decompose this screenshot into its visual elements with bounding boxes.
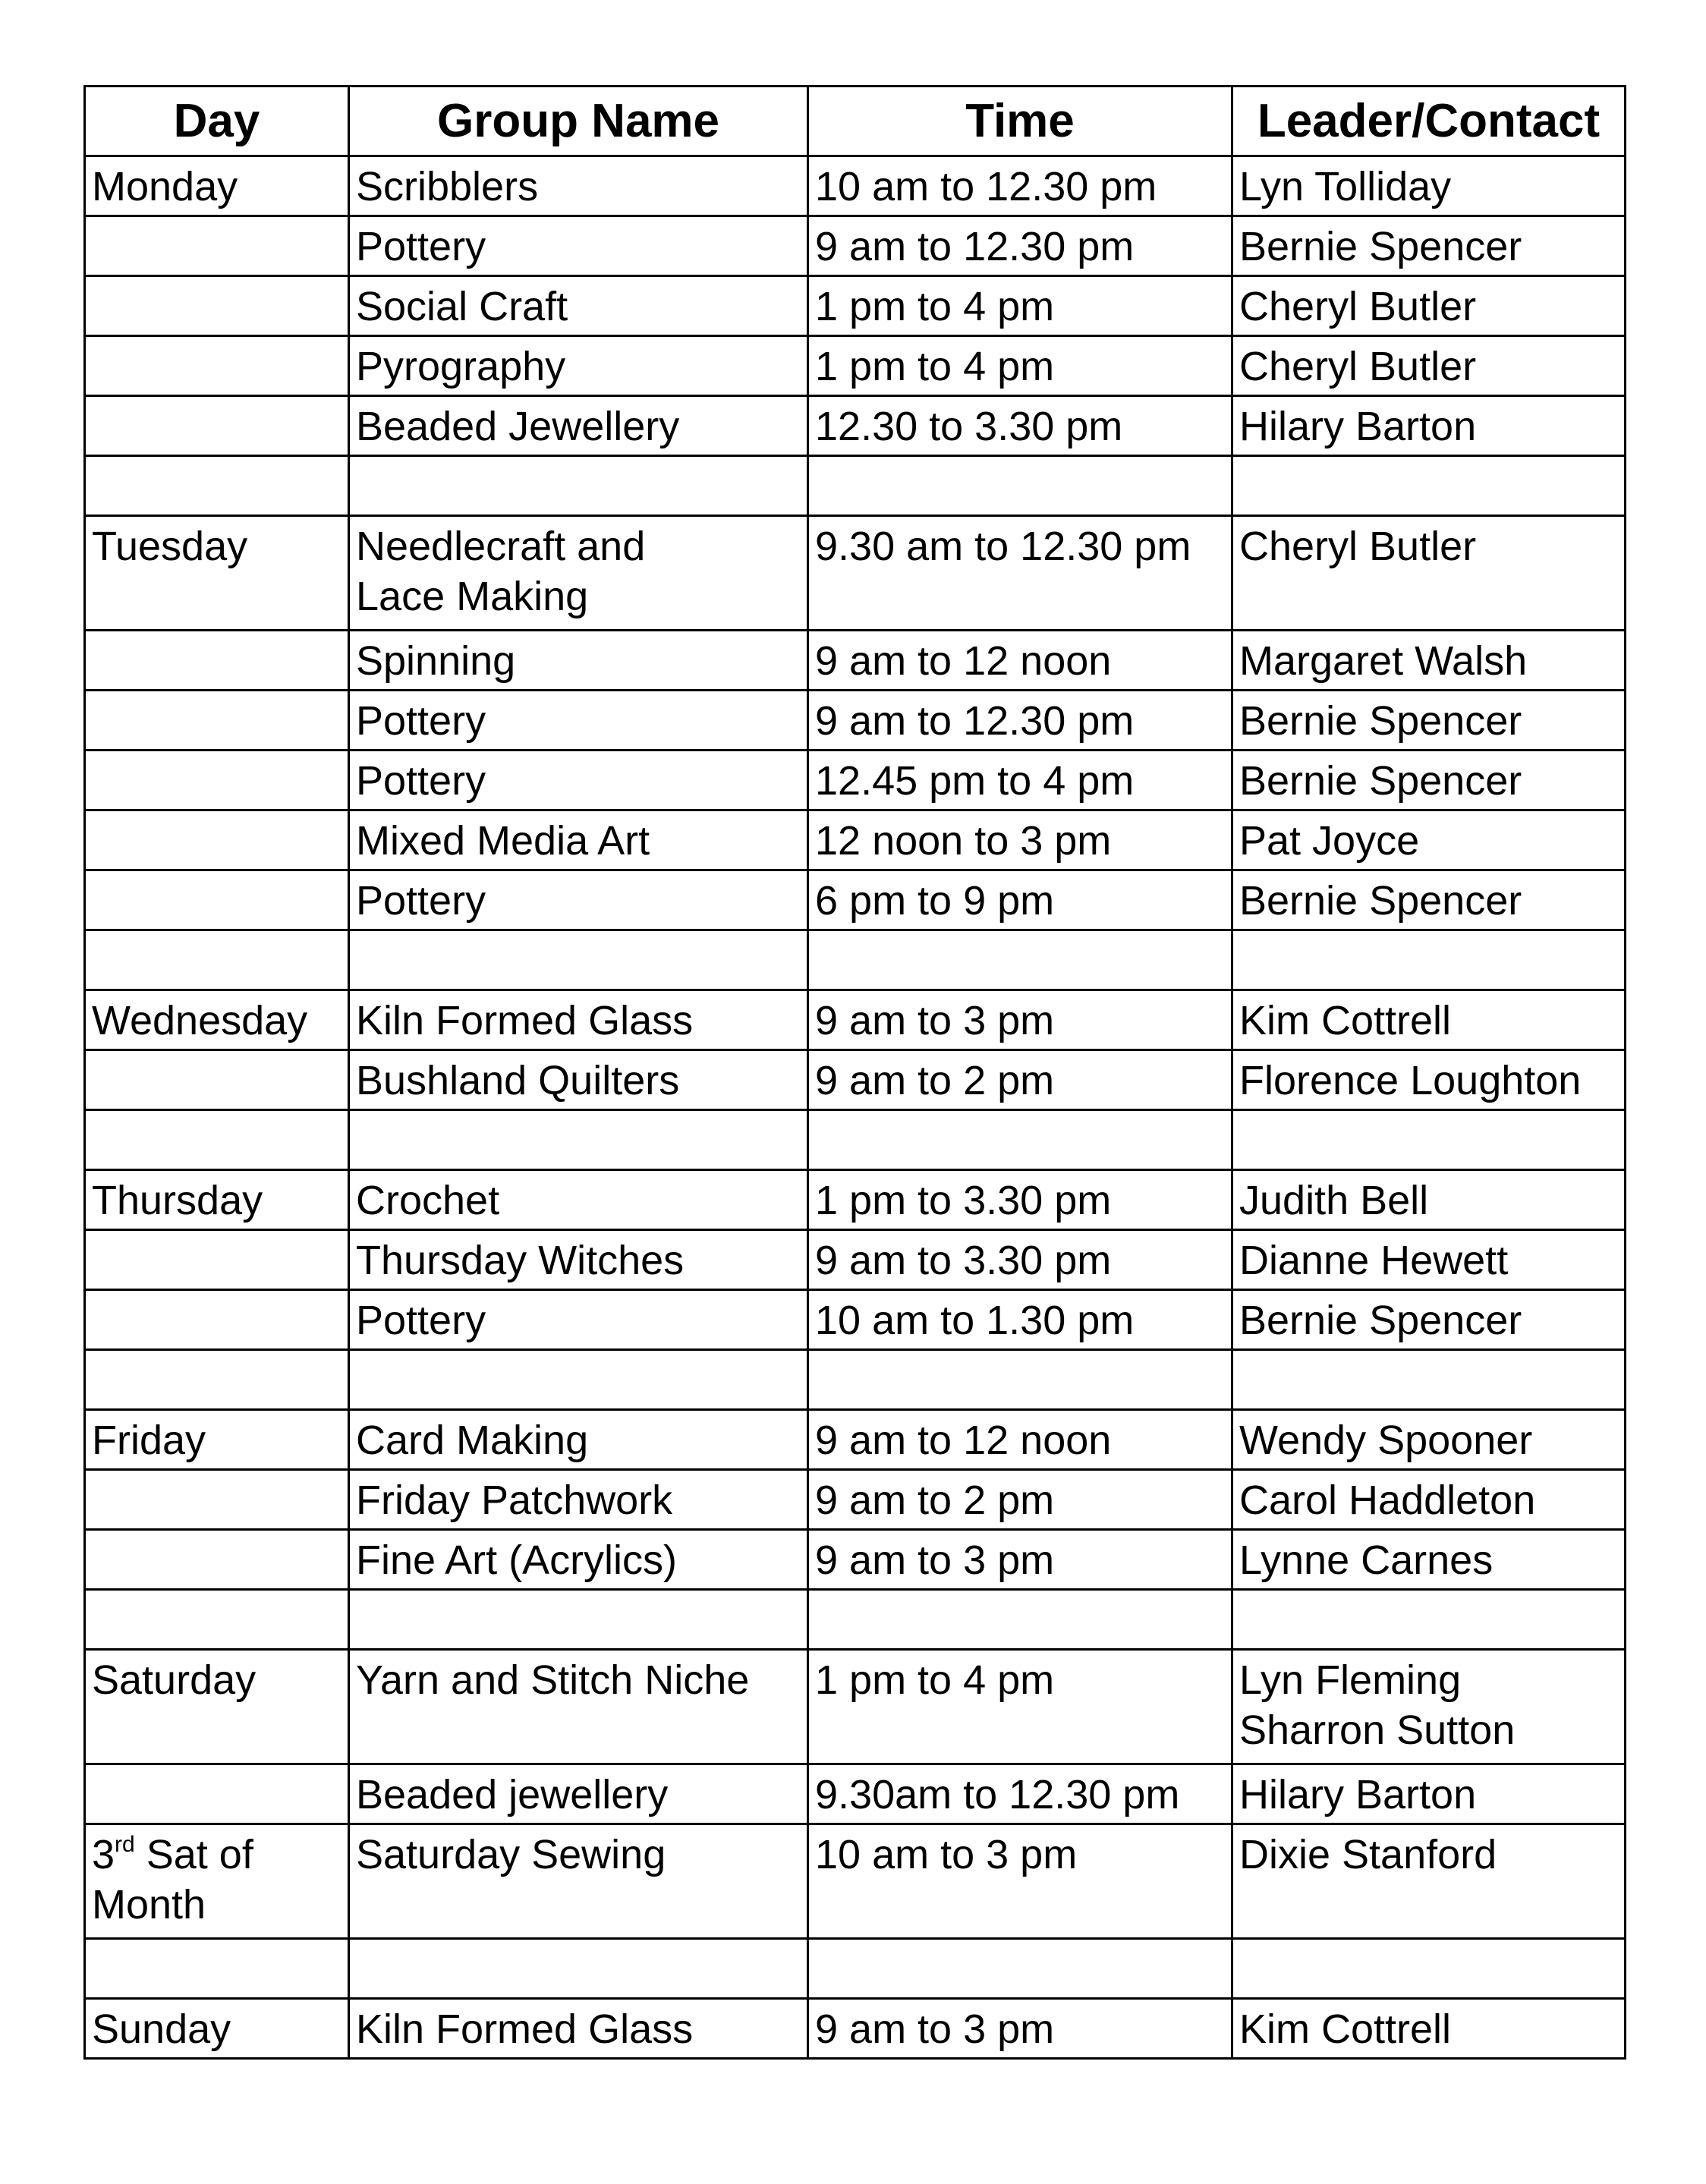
day-cell xyxy=(85,396,349,456)
group-cell xyxy=(349,1110,808,1170)
leader-cell xyxy=(1232,1939,1626,1999)
time-cell: 10 am to 12.30 pm xyxy=(808,156,1232,216)
day-cell xyxy=(85,1939,349,1999)
table-row xyxy=(85,1290,1626,1350)
leader-cell: Bernie Spencer xyxy=(1232,1290,1626,1350)
day-cell: Friday xyxy=(85,1410,349,1470)
day-cell xyxy=(85,691,349,751)
day-cell: Thursday xyxy=(85,1170,349,1230)
time-cell: 9 am to 12 noon xyxy=(808,1410,1232,1470)
leader-cell xyxy=(1232,1650,1626,1764)
table-row xyxy=(85,336,1626,396)
group-cell: Kiln Formed Glass xyxy=(349,990,808,1050)
leader-cell: Margaret Walsh xyxy=(1232,631,1626,691)
table-row xyxy=(85,1530,1626,1590)
time-cell: 9.30 am to 12.30 pm xyxy=(808,516,1232,631)
leader-cell: Cheryl Butler xyxy=(1232,276,1626,336)
day-cell xyxy=(85,1824,349,1939)
group-cell: Mixed Media Art xyxy=(349,810,808,870)
group-cell: Scribblers xyxy=(349,156,808,216)
table-row xyxy=(85,1410,1626,1470)
group-cell: Kiln Formed Glass xyxy=(349,1999,808,2059)
day-ordinal-number: 3 xyxy=(92,1832,115,1877)
day-cell xyxy=(85,930,349,990)
time-cell: 6 pm to 9 pm xyxy=(808,870,1232,930)
group-cell: Pottery xyxy=(349,870,808,930)
time-cell xyxy=(808,930,1232,990)
time-cell xyxy=(808,456,1232,516)
spacer-row xyxy=(85,1110,1626,1170)
group-cell: Beaded Jewellery xyxy=(349,396,808,456)
day-cell xyxy=(85,456,349,516)
group-cell xyxy=(349,456,808,516)
leader-cell: Bernie Spencer xyxy=(1232,870,1626,930)
spacer-row xyxy=(85,1939,1626,1999)
time-cell: 1 pm to 4 pm xyxy=(808,336,1232,396)
group-cell: Friday Patchwork xyxy=(349,1470,808,1530)
day-cell xyxy=(85,870,349,930)
time-cell: 10 am to 1.30 pm xyxy=(808,1290,1232,1350)
day-cell xyxy=(85,1110,349,1170)
leader-cell xyxy=(1232,1350,1626,1410)
day-cell xyxy=(85,631,349,691)
time-cell xyxy=(808,1110,1232,1170)
schedule-table xyxy=(83,85,1626,2060)
table-row xyxy=(85,810,1626,870)
leader-cell: Bernie Spencer xyxy=(1232,216,1626,276)
group-cell: Beaded jewellery xyxy=(349,1764,808,1824)
leader-cell: Hilary Barton xyxy=(1232,396,1626,456)
table-row xyxy=(85,1470,1626,1530)
group-cell: Saturday Sewing xyxy=(349,1824,808,1939)
time-cell: 9.30am to 12.30 pm xyxy=(808,1764,1232,1824)
day-cell xyxy=(85,1470,349,1530)
time-cell: 1 pm to 3.30 pm xyxy=(808,1170,1232,1230)
day-ordinal-rest: Sat of xyxy=(134,1832,253,1877)
leader-line-2: Sharron Sutton xyxy=(1239,1707,1516,1753)
group-cell xyxy=(349,930,808,990)
day-cell: Wednesday xyxy=(85,990,349,1050)
day-cell xyxy=(85,1590,349,1650)
leader-cell xyxy=(1232,930,1626,990)
day-cell xyxy=(85,751,349,810)
day-cell xyxy=(85,1050,349,1110)
leader-cell: Kim Cottrell xyxy=(1232,1999,1626,2059)
table-row xyxy=(85,691,1626,751)
day-cell xyxy=(85,810,349,870)
time-cell: 9 am to 12.30 pm xyxy=(808,216,1232,276)
day-cell xyxy=(85,1290,349,1350)
header-row xyxy=(85,87,1626,156)
header-day: Day xyxy=(85,87,349,156)
leader-cell: Cheryl Butler xyxy=(1232,516,1626,631)
time-cell: 12 noon to 3 pm xyxy=(808,810,1232,870)
time-cell: 10 am to 3 pm xyxy=(808,1824,1232,1939)
spacer-row xyxy=(85,1350,1626,1410)
leader-cell: Wendy Spooner xyxy=(1232,1410,1626,1470)
table-row xyxy=(85,631,1626,691)
spacer-row xyxy=(85,456,1626,516)
leader-cell xyxy=(1232,1110,1626,1170)
group-cell: Crochet xyxy=(349,1170,808,1230)
time-cell xyxy=(808,1939,1232,1999)
table-row xyxy=(85,156,1626,216)
time-cell: 9 am to 3 pm xyxy=(808,990,1232,1050)
leader-cell: Lynne Carnes xyxy=(1232,1530,1626,1590)
header-leader-contact: Leader/Contact xyxy=(1232,87,1626,156)
time-cell: 1 pm to 4 pm xyxy=(808,276,1232,336)
table-row xyxy=(85,516,1626,631)
day-cell: Saturday xyxy=(85,1650,349,1764)
time-cell: 1 pm to 4 pm xyxy=(808,1650,1232,1764)
leader-cell xyxy=(1232,456,1626,516)
time-cell: 9 am to 2 pm xyxy=(808,1050,1232,1110)
time-cell: 9 am to 12.30 pm xyxy=(808,691,1232,751)
day-cell xyxy=(85,1350,349,1410)
day-cell xyxy=(85,1230,349,1290)
group-line-2: Lace Making xyxy=(356,574,589,619)
table-row xyxy=(85,1650,1626,1764)
day-cell xyxy=(85,1764,349,1824)
table-row xyxy=(85,990,1626,1050)
leader-line-1: Lyn Fleming xyxy=(1239,1657,1462,1703)
day-line-2: Month xyxy=(92,1882,206,1928)
group-cell: Social Craft xyxy=(349,276,808,336)
group-cell xyxy=(349,516,808,631)
table-row xyxy=(85,396,1626,456)
table-row xyxy=(85,216,1626,276)
leader-cell: Carol Haddleton xyxy=(1232,1470,1626,1530)
time-cell: 9 am to 3 pm xyxy=(808,1999,1232,2059)
day-cell xyxy=(85,1530,349,1590)
group-cell: Pyrography xyxy=(349,336,808,396)
spacer-row xyxy=(85,930,1626,990)
group-cell: Fine Art (Acrylics) xyxy=(349,1530,808,1590)
table-row xyxy=(85,751,1626,810)
group-cell: Pottery xyxy=(349,1290,808,1350)
leader-cell: Dianne Hewett xyxy=(1232,1230,1626,1290)
leader-cell: Pat Joyce xyxy=(1232,810,1626,870)
time-cell: 12.45 pm to 4 pm xyxy=(808,751,1232,810)
group-cell: Yarn and Stitch Niche xyxy=(349,1650,808,1764)
table-row xyxy=(85,276,1626,336)
spacer-row xyxy=(85,1590,1626,1650)
table-row xyxy=(85,1230,1626,1290)
group-cell xyxy=(349,1939,808,1999)
day-line-1 xyxy=(92,1830,342,1880)
group-cell xyxy=(349,1350,808,1410)
table-row xyxy=(85,1999,1626,2059)
group-cell: Bushland Quilters xyxy=(349,1050,808,1110)
time-cell: 9 am to 3.30 pm xyxy=(808,1230,1232,1290)
group-cell xyxy=(349,1590,808,1650)
time-cell xyxy=(808,1350,1232,1410)
group-cell: Pottery xyxy=(349,216,808,276)
table-row xyxy=(85,1764,1626,1824)
leader-cell: Hilary Barton xyxy=(1232,1764,1626,1824)
group-line-1: Needlecraft and xyxy=(356,524,646,569)
table-row xyxy=(85,1824,1626,1939)
leader-cell: Lyn Tolliday xyxy=(1232,156,1626,216)
time-cell: 12.30 to 3.30 pm xyxy=(808,396,1232,456)
day-cell xyxy=(85,216,349,276)
day-cell: Tuesday xyxy=(85,516,349,631)
time-cell xyxy=(808,1590,1232,1650)
day-cell xyxy=(85,336,349,396)
day-cell: Sunday xyxy=(85,1999,349,2059)
leader-cell: Cheryl Butler xyxy=(1232,336,1626,396)
day-ordinal-suffix: rd xyxy=(115,1832,135,1857)
header-group-name: Group Name xyxy=(349,87,808,156)
leader-cell: Bernie Spencer xyxy=(1232,751,1626,810)
group-cell: Pottery xyxy=(349,691,808,751)
leader-cell: Judith Bell xyxy=(1232,1170,1626,1230)
leader-cell: Kim Cottrell xyxy=(1232,990,1626,1050)
leader-cell: Florence Loughton xyxy=(1232,1050,1626,1110)
time-cell: 9 am to 12 noon xyxy=(808,631,1232,691)
group-cell: Thursday Witches xyxy=(349,1230,808,1290)
time-cell: 9 am to 3 pm xyxy=(808,1530,1232,1590)
table-row xyxy=(85,1050,1626,1110)
leader-cell xyxy=(1232,1590,1626,1650)
day-cell xyxy=(85,276,349,336)
leader-cell: Bernie Spencer xyxy=(1232,691,1626,751)
group-cell: Card Making xyxy=(349,1410,808,1470)
group-cell: Pottery xyxy=(349,751,808,810)
time-cell: 9 am to 2 pm xyxy=(808,1470,1232,1530)
table-row xyxy=(85,1170,1626,1230)
table-row xyxy=(85,870,1626,930)
header-time: Time xyxy=(808,87,1232,156)
leader-cell: Dixie Stanford xyxy=(1232,1824,1626,1939)
group-cell: Spinning xyxy=(349,631,808,691)
day-cell: Monday xyxy=(85,156,349,216)
